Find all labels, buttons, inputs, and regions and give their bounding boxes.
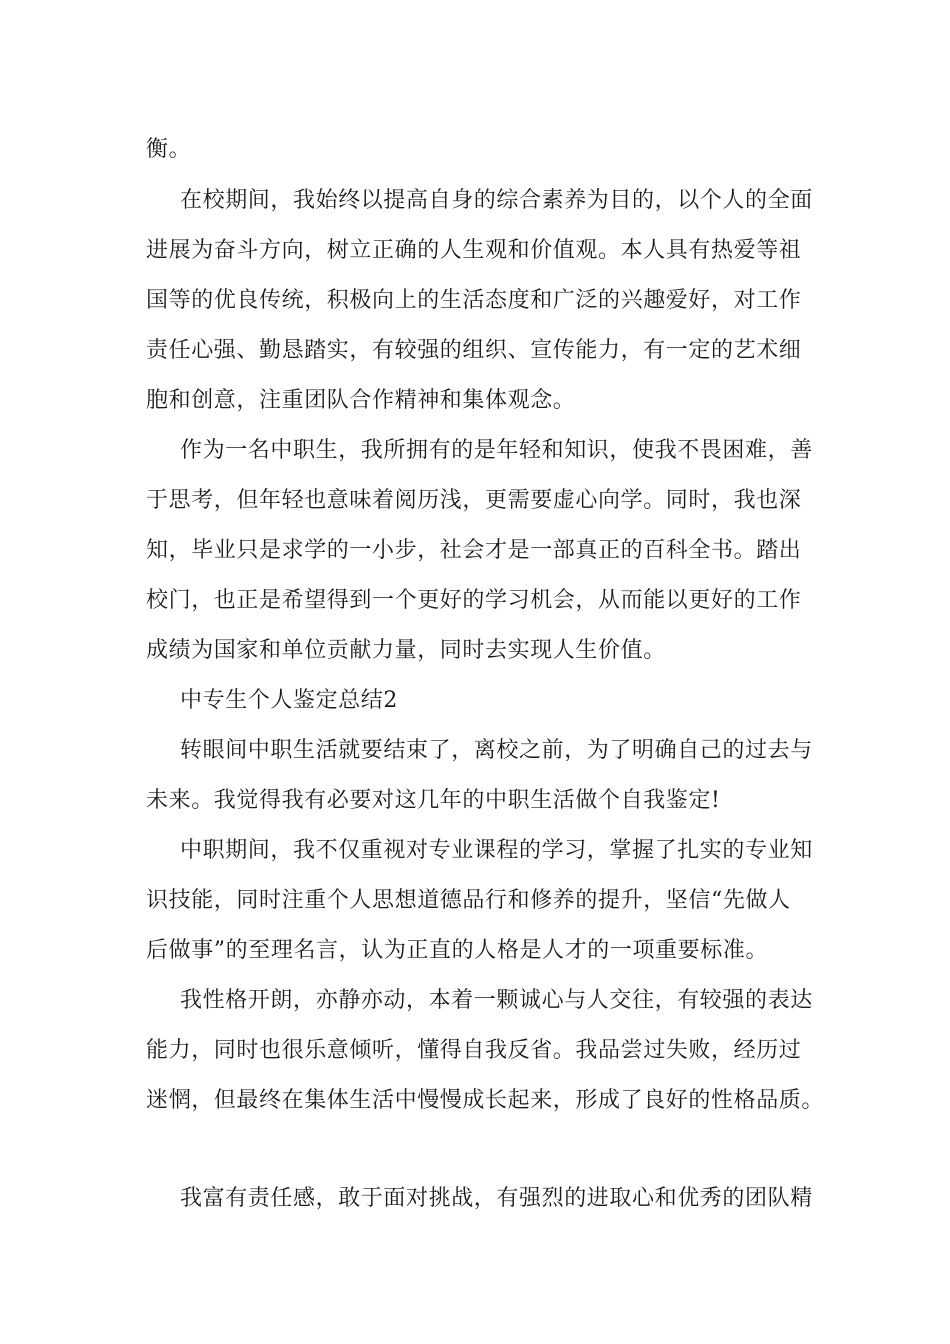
text-line: 未来。我觉得我有必要对这几年的中职生活做个自我鉴定! — [146, 788, 721, 813]
text-line: 进展为奋斗方向，树立正确的人生观和价值观。本人具有热爱等祖 — [146, 238, 802, 263]
paragraph-start-line: 我性格开朗，亦静亦动，本着一颗诚心与人交往，有较强的表达 — [180, 988, 813, 1013]
text-line: 能力，同时也很乐意倾听，懂得自我反省。我品尝过失败，经历过 — [146, 1038, 802, 1063]
text-line: 于思考，但年轻也意味着阅历浅，更需要虚心向学。同时，我也深 — [146, 488, 802, 513]
text-line: 知，毕业只是求学的一小步，社会才是一部真正的百科全书。踏出 — [146, 538, 802, 563]
text-line: 校门，也正是希望得到一个更好的学习机会，从而能以更好的工作 — [146, 588, 802, 613]
paragraph-start-line: 中职期间，我不仅重视对专业课程的学习，掌握了扎实的专业知 — [180, 838, 813, 863]
text-line: 识技能，同时注重个人思想道德品行和修养的提升，坚信“先做人 — [146, 888, 791, 913]
section-heading: 中专生个人鉴定总结2 — [180, 688, 398, 713]
text-line: 胞和创意，注重团队合作精神和集体观念。 — [146, 388, 576, 413]
text-line: 责任心强、勤恳踏实，有较强的组织、宣传能力，有一定的艺术细 — [146, 338, 802, 363]
text-line: 后做事”的至理名言，认为正直的人格是人才的一项重要标准。 — [146, 938, 769, 963]
paragraph-start-line: 我富有责任感，敢于面对挑战，有强烈的进取心和优秀的团队精 — [180, 1186, 813, 1211]
text-line: 衡。 — [146, 137, 192, 162]
text-line: 迷惘，但最终在集体生活中慢慢成长起来，形成了良好的性格品质。 — [146, 1088, 825, 1113]
text-line: 成绩为国家和单位贡献力量，同时去实现人生价值。 — [146, 638, 666, 663]
paragraph-start-line: 作为一名中职生，我所拥有的是年轻和知识，使我不畏困难，善 — [180, 438, 813, 463]
paragraph-start-line: 在校期间，我始终以提高自身的综合素养为目的，以个人的全面 — [180, 188, 813, 213]
paragraph-start-line: 转眼间中职生活就要结束了，离校之前，为了明确自己的过去与 — [180, 738, 813, 763]
text-line: 国等的优良传统，积极向上的生活态度和广泛的兴趣爱好，对工作 — [146, 288, 802, 313]
